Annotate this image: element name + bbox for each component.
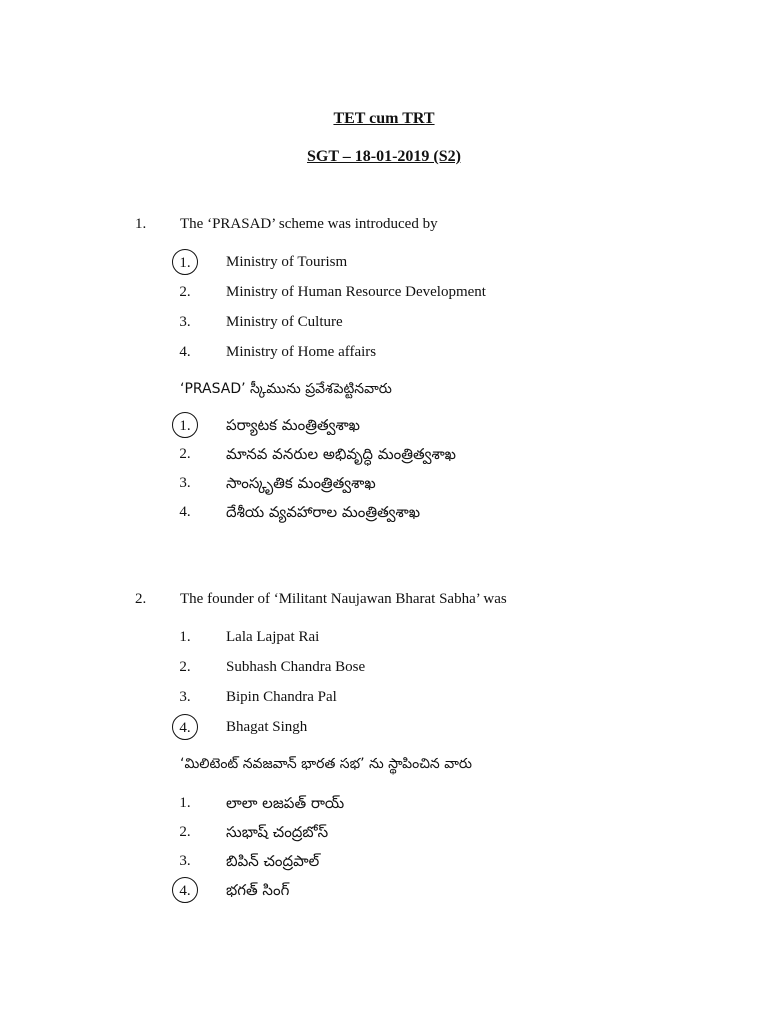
question-number: 2. [135,591,147,607]
option-item [172,877,692,903]
option-item [172,470,692,496]
option-text: సుభాష్ చంద్రబోస్ [226,823,329,841]
option-text: లాలా లజపత్ రాయ్ [226,794,345,812]
option-number: 1. [172,412,198,438]
option-number: 3. [179,689,191,705]
option-number: 3. [179,314,191,330]
question-text-english: The founder of ‘Militant Naujawan Bharat Sabha’ was [180,591,507,607]
option-number: 3. [179,475,191,491]
option-number: 4. [179,504,191,520]
document-subtitle: SGT – 18-01-2019 (S2) [307,148,461,165]
option-number: 1. [179,795,191,811]
option-text: Subhash Chandra Bose [226,659,366,675]
option-text: భగత్ సింగ్ [226,881,290,899]
option-item [172,499,692,525]
option-text: Bhagat Singh [226,719,308,735]
option-item [172,819,692,845]
question-text-telugu: ‘మిలిటెంట్ నవజవాన్ భారత సభ’ ను స్థాపించిన వారు [180,756,473,772]
question-number: 1. [135,216,147,232]
option-item [172,848,692,874]
option-text: మానవ వనరుల అభివృద్ధి మంత్రిత్వశాఖ [226,445,457,463]
option-item [172,309,692,335]
option-text: బిపిన్ చంద్రపాల్ [226,852,320,870]
option-number: 4. [179,344,191,360]
option-number: 2. [179,446,191,462]
option-item [172,624,692,650]
option-item [172,654,692,680]
option-text: Ministry of Human Resource Development [226,284,486,300]
option-item [172,441,692,467]
option-item [172,279,692,305]
option-text: Ministry of Tourism [226,254,348,270]
option-number: 2. [179,284,191,300]
option-item [172,684,692,710]
option-number: 1. [179,629,191,645]
option-number: 2. [179,824,191,840]
document-title: TET cum TRT [333,110,435,127]
option-text: Ministry of Culture [226,314,343,330]
option-number: 1. [172,249,198,275]
option-text: Bipin Chandra Pal [226,689,337,705]
option-item [172,714,692,740]
option-item [172,412,692,438]
option-text: సాంస్కృతిక మంత్రిత్వశాఖ [226,474,376,492]
option-text: Ministry of Home affairs [226,344,377,360]
question-text-english: The ‘PRASAD’ scheme was introduced by [180,216,438,232]
option-item [172,790,692,816]
option-text: పర్యాటక మంత్రిత్వశాఖ [226,416,360,434]
option-text: Lala Lajpat Rai [226,629,320,645]
option-text: దేశీయ వ్యవహారాల మంత్రిత్వశాఖ [226,503,421,521]
question-text-telugu: ‘PRASAD’ స్కీమును ప్రవేశపెట్టినవారు [180,381,392,397]
option-number: 4. [172,877,198,903]
option-number: 2. [179,659,191,675]
option-item [172,249,692,275]
option-number: 4. [172,714,198,740]
option-number: 3. [179,853,191,869]
option-item [172,339,692,365]
